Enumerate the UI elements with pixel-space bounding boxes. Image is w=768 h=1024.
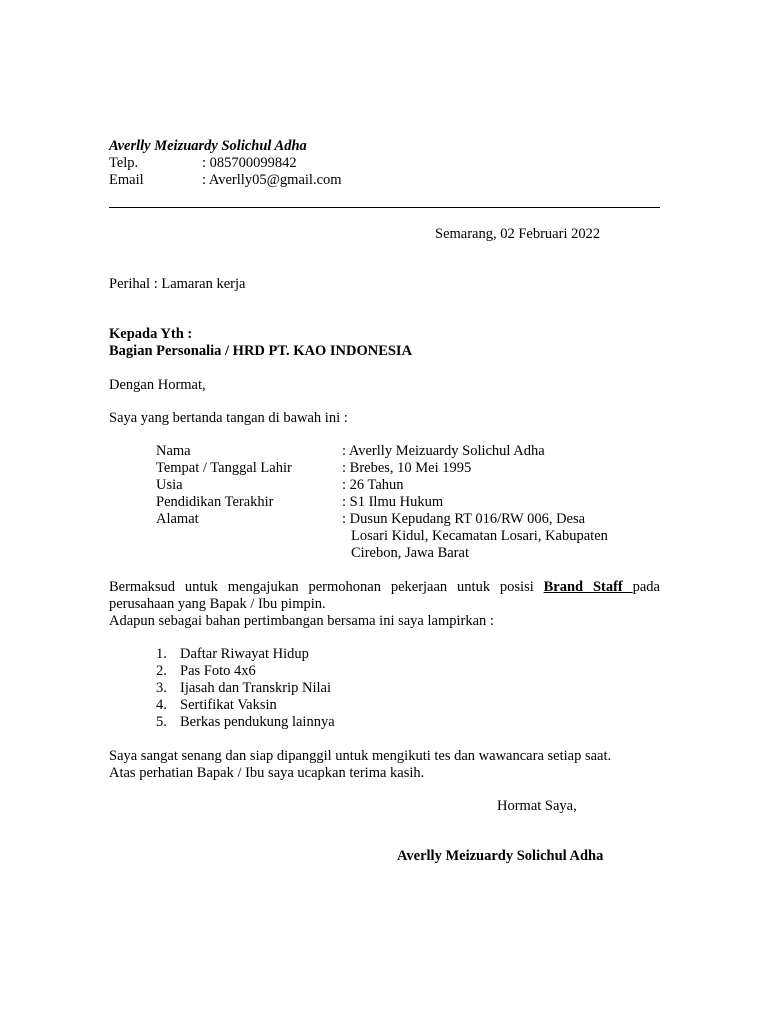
place-date: Semarang, 02 Februari 2022 <box>435 226 601 242</box>
identity-label: Tempat / Tanggal Lahir <box>156 460 292 476</box>
recipient-company: Bagian Personalia / HRD PT. KAO INDONESIA <box>109 343 413 359</box>
list-item <box>156 697 277 714</box>
list-item <box>156 714 335 731</box>
closing-line-1: Saya sangat senang dan siap dipanggil untuk mengikuti tes dan wawancara setiap saat. <box>109 748 612 764</box>
signature-name: Averlly Meizuardy Solichul Adha <box>397 848 604 864</box>
list-number: 3. <box>156 680 167 696</box>
list-number: 5. <box>156 714 167 730</box>
identity-value-address <box>342 511 642 562</box>
purpose-line-1 <box>109 579 660 596</box>
identity-value: : Brebes, 10 Mei 1995 <box>342 460 472 476</box>
phone-label: Telp. <box>109 155 139 171</box>
email-label: Email <box>109 172 144 188</box>
identity-value: : S1 Ilmu Hukum <box>342 494 444 510</box>
subject-line: Perihal : Lamaran kerja <box>109 276 246 292</box>
regards: Hormat Saya, <box>497 798 577 814</box>
greeting: Dengan Hormat, <box>109 377 206 393</box>
address-line-1: : Dusun Kepudang RT 016/RW 006, Desa <box>342 511 586 527</box>
list-text: Daftar Riwayat Hidup <box>180 646 309 662</box>
list-item <box>156 646 309 663</box>
address-line-3: Cirebon, Jawa Barat <box>351 545 469 561</box>
email-value: : Averlly05@gmail.com <box>202 172 342 188</box>
sender-name: Averlly Meizuardy Solichul Adha <box>109 138 307 154</box>
position-name: Brand Staff <box>543 579 633 595</box>
identity-label: Nama <box>156 443 191 459</box>
identity-label: Usia <box>156 477 183 493</box>
header-divider <box>109 207 660 208</box>
list-text: Sertifikat Vaksin <box>180 697 277 713</box>
identity-label: Alamat <box>156 511 199 527</box>
purpose-text-end: pada <box>632 579 660 595</box>
recipient-salutation: Kepada Yth : <box>109 326 193 342</box>
address-line-2: Losari Kidul, Kecamatan Losari, Kabupaten <box>351 528 608 544</box>
list-text: Ijasah dan Transkrip Nilai <box>180 680 332 696</box>
purpose-text: Bermaksud untuk mengajukan permohonan pekerjaan untuk posisi <box>109 579 534 595</box>
identity-label: Pendidikan Terakhir <box>156 494 274 510</box>
identity-value: : Averlly Meizuardy Solichul Adha <box>342 443 545 459</box>
closing-line-2: Atas perhatian Bapak / Ibu saya ucapkan terima kasih. <box>109 765 425 781</box>
intro-text: Saya yang bertanda tangan di bawah ini : <box>109 410 348 426</box>
purpose-line-2: perusahaan yang Bapak / Ibu pimpin. <box>109 596 326 612</box>
list-text: Pas Foto 4x6 <box>180 663 256 679</box>
list-item <box>156 663 256 680</box>
list-text: Berkas pendukung lainnya <box>180 714 335 730</box>
list-item <box>156 680 331 697</box>
list-number: 4. <box>156 697 167 713</box>
list-number: 1. <box>156 646 167 662</box>
purpose-line-3: Adapun sebagai bahan pertimbangan bersama ini saya lampirkan : <box>109 613 494 629</box>
phone-value: : 085700099842 <box>202 155 297 171</box>
identity-value: : 26 Tahun <box>342 477 404 493</box>
list-number: 2. <box>156 663 167 679</box>
